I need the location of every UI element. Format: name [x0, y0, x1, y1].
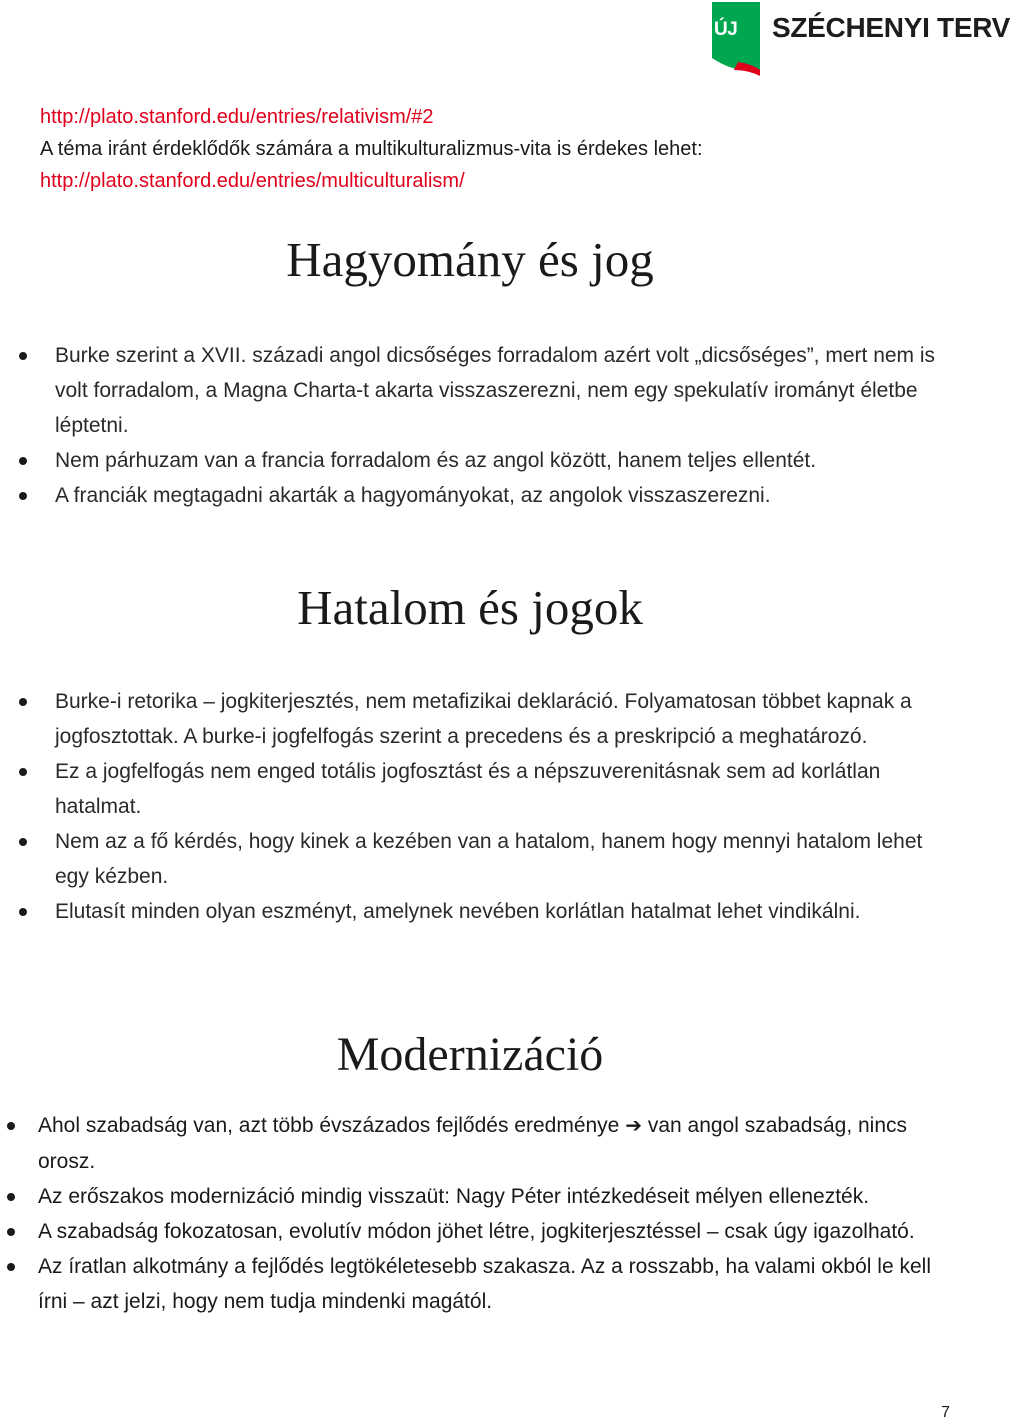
multiculturalism-link[interactable]: http://plato.stanford.edu/entries/multiculturalism/	[40, 170, 465, 192]
list-item: Burke-i retorika – jogkiterjesztés, nem metafizikai deklaráció. Folyamatosan többet kapnak a jogfosztottak. A burke-i jogfelfogás szerint a precedens és a preskripció a meghatározó.	[55, 684, 950, 754]
list-item	[38, 1108, 953, 1179]
intro-block	[40, 101, 940, 197]
list-item-text: van angol szabadság, nincs orosz.	[38, 1114, 908, 1173]
right-arrow-icon: ➔	[625, 1115, 642, 1137]
szechenyi-terv-logo	[708, 0, 1010, 80]
section2-bullet-list	[55, 684, 950, 929]
section1-bullet-list	[55, 338, 945, 513]
list-item: Az erőszakos modernizáció mindig visszaüt: Nagy Péter intézkedéseit mélyen ellenezték.	[38, 1179, 953, 1214]
logo-name-text: SZÉCHENYI TERV	[772, 12, 1010, 43]
list-item: A szabadság fokozatosan, evolutív módon jöhet létre, jogkiterjesztéssel – csak úgy igazolható.	[38, 1214, 953, 1249]
section-title-modernizacio: Modernizáció	[336, 1028, 604, 1081]
list-item: A franciák megtagadni akarták a hagyományokat, az angolok visszaszerezni.	[55, 478, 945, 513]
list-item: Ez a jogfelfogás nem enged totális jogfosztást és a népszuverenitásnak sem ad korlátlan hatalmat.	[55, 754, 950, 824]
list-item: Burke szerint a XVII. századi angol dicsőséges forradalom azért volt „dicsőséges”, mert nem is volt forradalom, a Magna Charta-t akarta visszaszerezni, nem egy spekulatív irományt életbe léptetni.	[55, 338, 945, 443]
relativism-link[interactable]: http://plato.stanford.edu/entries/relativism/#2	[40, 106, 434, 128]
section3-bullet-list	[38, 1108, 953, 1319]
page-number: 7	[941, 1404, 950, 1421]
list-item: Nem az a fő kérdés, hogy kinek a kezében van a hatalom, hanem hogy mennyi hatalom lehet egy kézben.	[55, 824, 950, 894]
section-title-hagyomany: Hagyomány és jog	[286, 232, 654, 287]
list-item: Az íratlan alkotmány a fejlődés legtökéletesebb szakasza. Az a rosszabb, ha valami okból le kell írni – azt jelzi, hogy nem tudja mindenki magától.	[38, 1249, 953, 1319]
intro-sentence: A téma iránt érdeklődők számára a multikulturalizmus-vita is érdekes lehet:	[40, 138, 703, 160]
list-item: Elutasít minden olyan eszményt, amelynek nevében korlátlan hatalmat lehet vindikálni.	[55, 894, 950, 929]
section-title-hatalom: Hatalom és jogok	[297, 580, 643, 635]
logo-uj-text: ÚJ	[714, 19, 738, 40]
list-item-text: Ahol szabadság van, azt több évszázados fejlődés eredménye	[38, 1114, 620, 1137]
list-item: Nem párhuzam van a francia forradalom és az angol között, hanem teljes ellentét.	[55, 443, 945, 478]
